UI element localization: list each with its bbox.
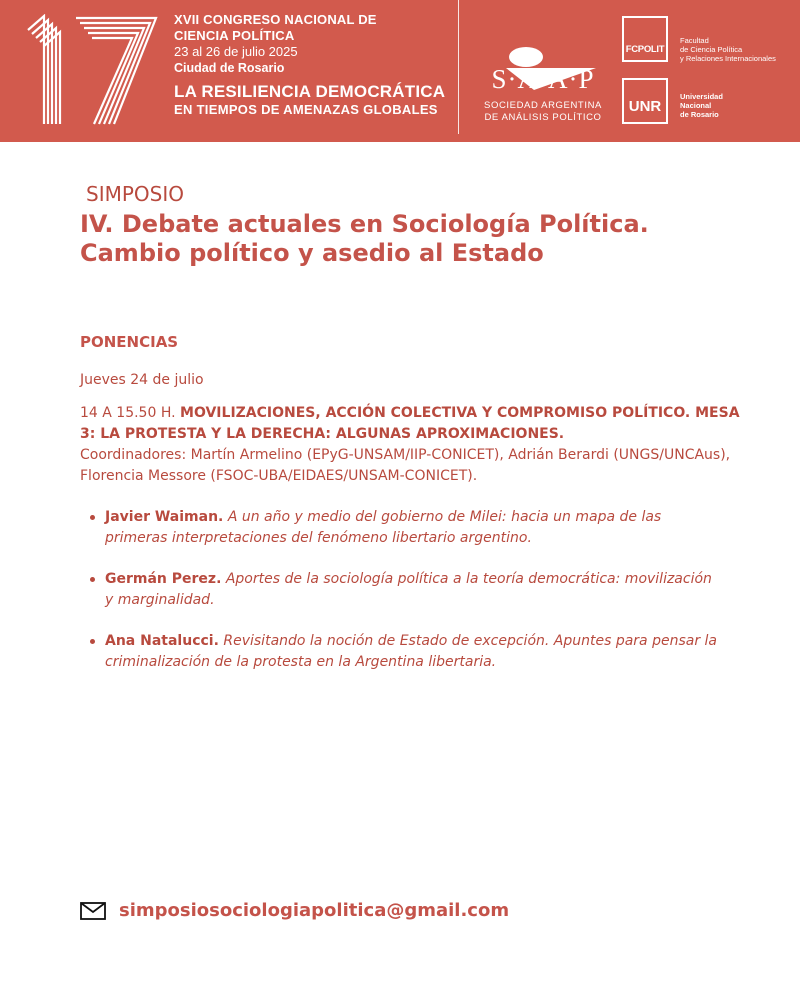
event-theme-line-2: EN TIEMPOS DE AMENAZAS GLOBALES <box>174 102 438 117</box>
session-block <box>80 403 740 487</box>
fcpolit-logo <box>622 16 668 62</box>
bullet-icon <box>90 639 95 644</box>
list-item <box>80 569 720 611</box>
paper-author: Germán Perez. <box>105 571 222 587</box>
unr-caption-line: Universidad <box>680 92 723 101</box>
event-dates: 23 al 26 de julio 2025 <box>174 44 298 59</box>
symposium-header <box>80 180 730 268</box>
contact-row <box>80 900 509 921</box>
paper-author: Ana Natalucci. <box>105 633 219 649</box>
list-item <box>80 507 720 549</box>
paper-title: Aportes de la sociología política a la teoría democrática: movilización y marginalidad. <box>105 571 712 608</box>
paper-author: Javier Waiman. <box>105 509 224 525</box>
saap-subtitle <box>476 100 610 124</box>
unr-caption <box>680 92 760 119</box>
saap-subtitle-line-1: SOCIEDAD ARGENTINA <box>484 100 602 111</box>
bullet-icon <box>90 515 95 520</box>
fcpolit-caption-line: Facultad <box>680 36 709 45</box>
list-item <box>80 631 720 673</box>
unr-logo <box>622 78 668 124</box>
event-name-line-1: XVII CONGRESO NACIONAL DE <box>174 12 377 27</box>
session-time: 14 A 15.50 H. <box>80 405 176 421</box>
fcpolit-caption-line: de Ciencia Política <box>680 45 743 54</box>
mail-icon <box>80 902 106 920</box>
event-theme-line-1: LA RESILIENCIA DEMOCRÁTICA <box>174 82 446 101</box>
event-info <box>174 12 445 118</box>
bullet-icon <box>90 577 95 582</box>
section-heading: PONENCIAS <box>80 333 179 351</box>
saap-logotype: S·A·A·P <box>491 64 595 94</box>
contact-email[interactable]: simposiosociologiapolitica@gmail.com <box>119 900 510 921</box>
session-coordinators: Coordinadores: Martín Armelino (EPyG-UNSAM/IIP-CONICET), Adrián Berardi (UNGS/UNCAus), Florencia Messore (FSOC-UBA/EIDAES/UNSAM-CONICET). <box>80 447 731 484</box>
fcpolit-caption <box>680 36 795 63</box>
session-title: MOVILIZACIONES, ACCIÓN COLECTIVA Y COMPROMISO POLÍTICO. MESA 3: LA PROTESTA Y LA DERECHA: ALGUNAS APROXIMACIONES. <box>80 405 740 442</box>
paper-list <box>80 507 720 693</box>
header-banner <box>0 0 800 142</box>
event-name-line-2: CIENCIA POLÍTICA <box>174 28 295 43</box>
unr-label: UNR <box>628 98 662 115</box>
unr-caption-line: de Rosario <box>680 110 719 119</box>
fcpolit-caption-line: y Relaciones Internacionales <box>680 54 776 63</box>
symposium-label: SIMPOSIO <box>86 182 184 206</box>
saap-subtitle-line-2: DE ANÁLISIS POLÍTICO <box>484 112 602 123</box>
congress-17-logo <box>26 14 160 126</box>
header-divider <box>458 0 459 134</box>
event-city: Ciudad de Rosario <box>174 61 285 75</box>
session-day: Jueves 24 de julio <box>80 372 204 388</box>
symposium-title: IV. Debate actuales en Sociología Política. Cambio político y asedio al Estado <box>80 210 649 267</box>
paper-title: A un año y medio del gobierno de Milei: hacia un mapa de las primeras interpretaciones del fenómeno libertario argentino. <box>105 509 662 546</box>
unr-caption-line: Nacional <box>680 101 712 110</box>
paper-title: Revisitando la noción de Estado de excepción. Apuntes para pensar la criminalización de la protesta en la Argentina libertaria. <box>105 633 718 670</box>
fcpolit-label: FCPOLIT <box>625 44 665 55</box>
